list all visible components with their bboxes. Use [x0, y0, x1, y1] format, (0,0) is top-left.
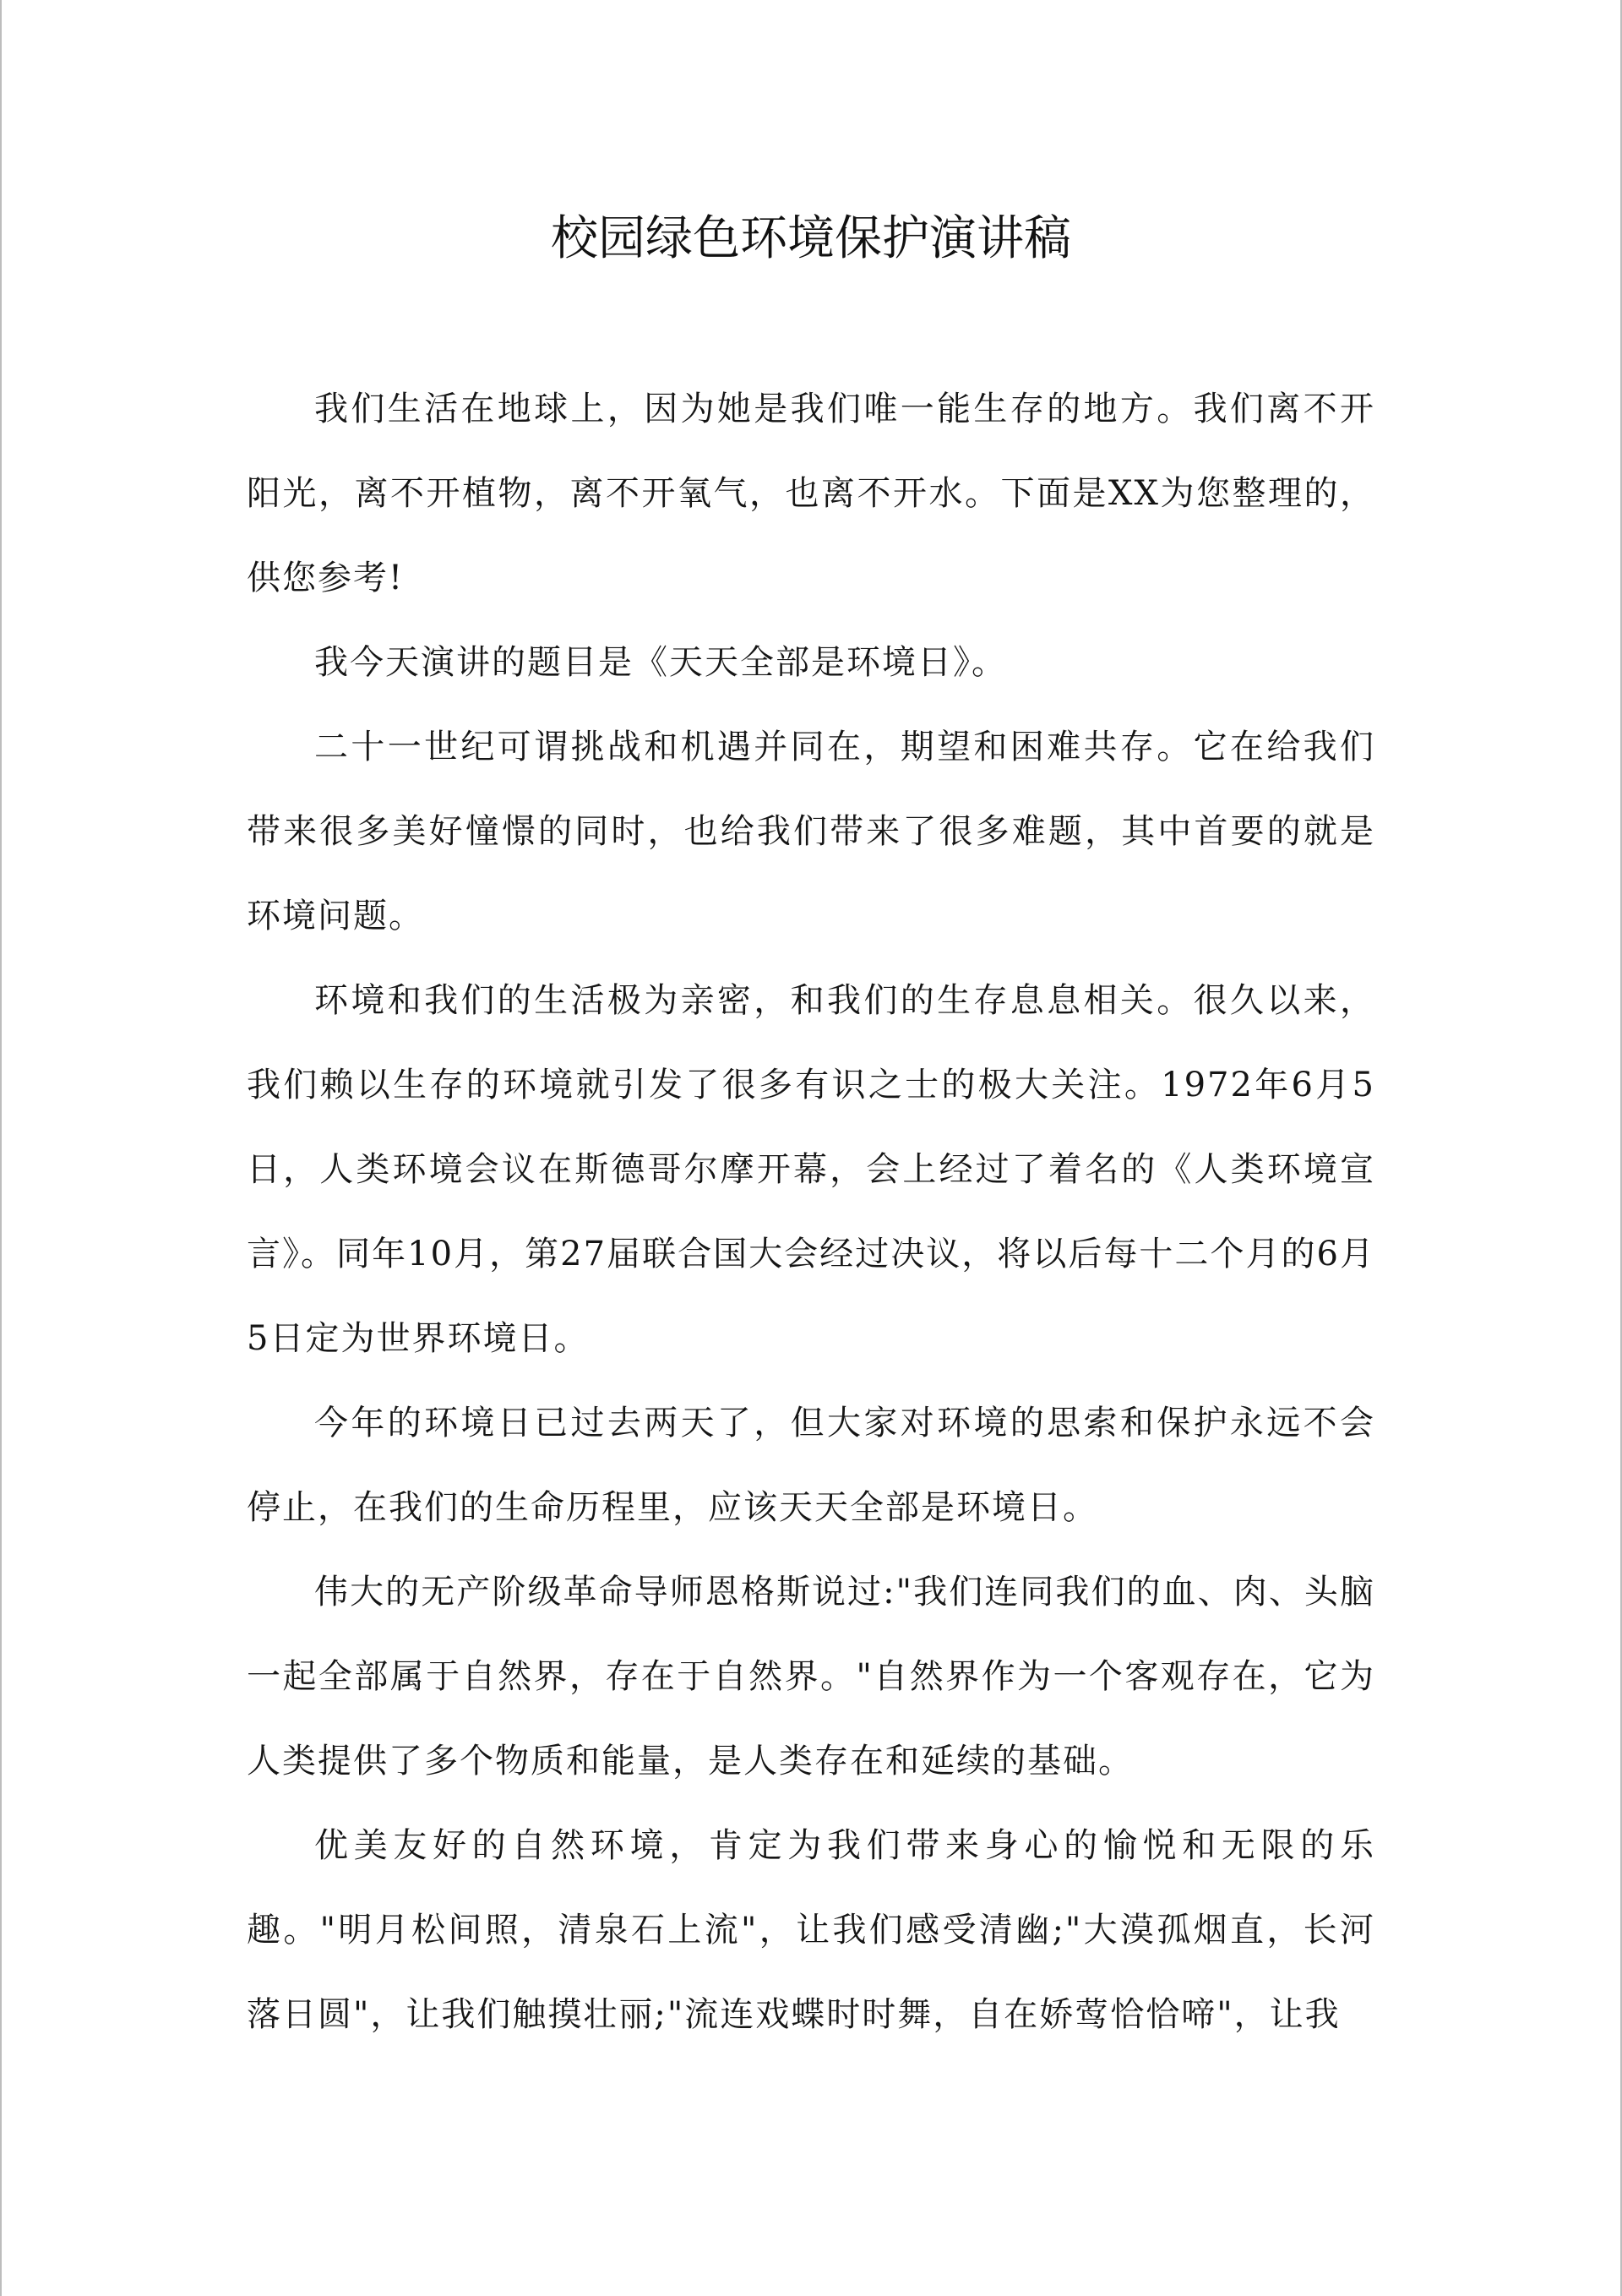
page-left-edge: [0, 0, 2, 2296]
document-title: 校园绿色环境保护演讲稿: [551, 211, 1071, 266]
document-body: [247, 367, 1375, 2057]
paragraph: 优美友好的自然环境，肯定为我们带来身心的愉悦和无限的乐趣。"明月松间照，清泉石上流"，让我们感受清幽;"大漠孤烟直，长河落日圆"，让我们触摸壮丽;"流连戏蝶时时舞，自在娇莺恰恰啼"，让我: [247, 1826, 1375, 2034]
paragraph: 今年的环境日已过去两天了，但大家对环境的思索和保护永远不会停止，在我们的生命历程里，应该天天全部是环境日。: [247, 1404, 1375, 1527]
paragraph: 我今天演讲的题目是《天天全部是环境日》。: [314, 643, 1007, 682]
paragraph: 我们生活在地球上，因为她是我们唯一能生存的地方。我们离不开阳光，离不开植物，离不开氧气，也离不开水。下面是XX为您整理的，供您参考!: [247, 390, 1375, 597]
paragraph: 伟大的无产阶级革命导师恩格斯说过:"我们连同我们的血、肉、头脑一起全部属于自然界，存在于自然界。"自然界作为一个客观存在，它为人类提供了多个物质和能量，是人类存在和延续的基础。: [247, 1573, 1375, 1781]
paragraph: 二十一世纪可谓挑战和机遇并同在，期望和困难共存。它在给我们带来很多美好憧憬的同时，也给我们带来了很多难题，其中首要的就是环境问题。: [247, 728, 1375, 935]
paragraph: 环境和我们的生活极为亲密，和我们的生存息息相关。很久以来，我们赖以生存的环境就引发了很多有识之士的极大关注。1972年6月5日，人类环境会议在斯德哥尔摩开幕，会上经过了着名的《人类环境宣言》。同年10月，第27届联合国大会经过决议，将以后每十二个月的6月5日定为世界环境日。: [247, 981, 1375, 1358]
